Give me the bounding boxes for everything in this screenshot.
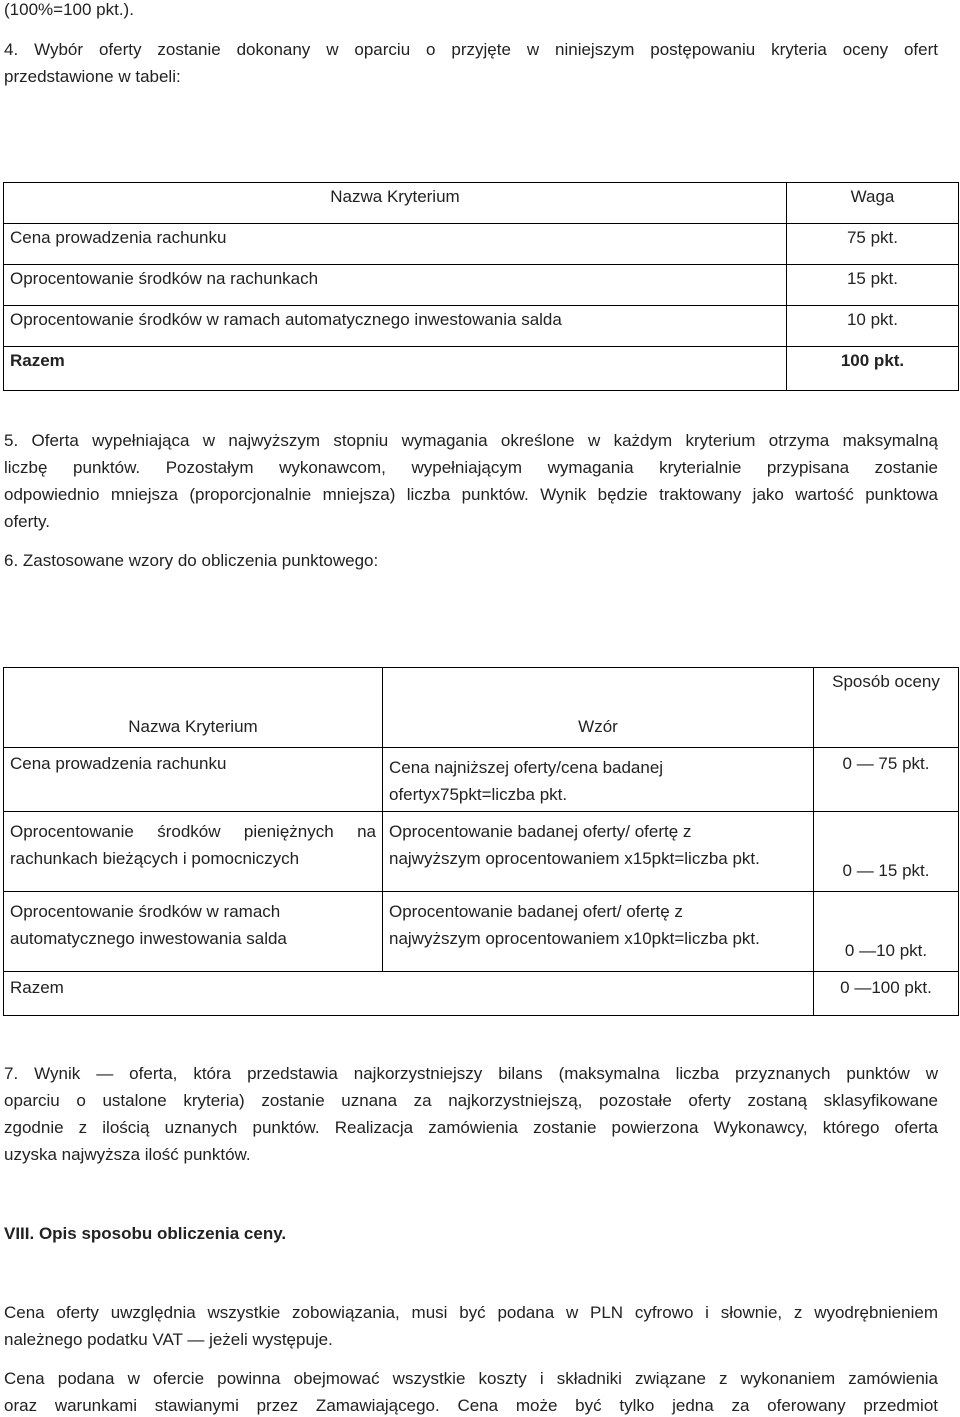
para1-line1: Cena oferty uwzględnia wszystkie zobowiązania, musi być podana w PLN cyfrowo i słownie, z wyodrębnieniem bbox=[4, 1303, 938, 1322]
table-row bbox=[4, 892, 959, 972]
point5-line4: oferty. bbox=[4, 512, 50, 531]
table-row bbox=[4, 306, 959, 347]
total-weight: 100 pkt. bbox=[787, 347, 959, 391]
formula-line1: Cena najniższej oferty/cena badanej bbox=[389, 758, 664, 777]
criterion-name-line1: Cena prowadzenia rachunku bbox=[10, 754, 227, 773]
point7-line2: oparciu o ustalone kryteria) zostanie uznana za najkorzystniejszą, pozostałe oferty zostaną sklasyfikowane bbox=[4, 1091, 938, 1110]
para2-line2: oraz warunkami stawianymi przez Zamawiającego. Cena może być tylko jedna za oferowany przedmiot bbox=[4, 1396, 938, 1415]
criterion-weight: 75 pkt. bbox=[787, 224, 959, 265]
criterion-name-line1: Oprocentowanie środków w ramach bbox=[10, 902, 281, 921]
table-header-row bbox=[4, 668, 959, 748]
table-total-row bbox=[4, 347, 959, 391]
formula-line2: najwyższym oprocentowaniem x15pkt=liczba pkt. bbox=[389, 849, 760, 868]
criterion-name-line1: Oprocentowanie środków pieniężnych na bbox=[10, 822, 376, 841]
formula-line1: Oprocentowanie badanej oferty/ ofertę z bbox=[389, 822, 692, 841]
point5-line3: odpowiednio mniejsza (proporcjonalnie mniejsza) liczba punktów. Wynik będzie traktowany jako wartość punktowa bbox=[4, 485, 938, 504]
total-label: Razem bbox=[4, 347, 787, 391]
table-header-row bbox=[4, 183, 959, 224]
header-weight: Waga bbox=[787, 183, 959, 224]
table-row bbox=[4, 748, 959, 812]
section-heading: VIII. Opis sposobu obliczenia ceny. bbox=[4, 1224, 287, 1243]
para1-line2: należnego podatku VAT — jeżeli występuje. bbox=[4, 1330, 333, 1349]
table-row bbox=[4, 265, 959, 306]
criterion-score: 0 —10 pkt. bbox=[814, 892, 959, 972]
para2-line1: Cena podana w ofercie powinna obejmować wszystkie koszty i składniki związane z wykonaniem zamówienia bbox=[4, 1369, 938, 1388]
criterion-name: Cena prowadzenia rachunku bbox=[4, 224, 787, 265]
point4-line2: przedstawione w tabeli: bbox=[4, 67, 181, 86]
header-name: Nazwa Kryterium bbox=[4, 183, 787, 224]
formula-line2: ofertyx75pkt=liczba pkt. bbox=[389, 785, 568, 804]
criterion-name bbox=[4, 748, 383, 812]
table-row bbox=[4, 224, 959, 265]
point4-line1: 4. Wybór oferty zostanie dokonany w oparciu o przyjęte w niniejszym postępowaniu kryteria oceny ofert bbox=[4, 40, 938, 59]
point5-line2: liczbę punktów. Pozostałym wykonawcom, wypełniającym wymagania kryterialnie przypisana zostanie bbox=[4, 458, 938, 477]
table-row bbox=[4, 812, 959, 892]
header-method: Sposób oceny bbox=[814, 668, 959, 748]
header-name: Nazwa Kryterium bbox=[4, 668, 383, 748]
formula-line1: Oprocentowanie badanej ofert/ ofertę z bbox=[389, 902, 683, 921]
point7-line4: uzyska najwyższa ilość punktów. bbox=[4, 1145, 251, 1164]
criteria-weight-table bbox=[3, 182, 959, 391]
scoring-formula-table bbox=[3, 667, 959, 1016]
criterion-name-line2: automatycznego inwestowania salda bbox=[10, 929, 287, 948]
point6: 6. Zastosowane wzory do obliczenia punktowego: bbox=[4, 551, 379, 570]
criterion-name bbox=[4, 892, 383, 972]
criterion-score: 0 — 15 pkt. bbox=[814, 812, 959, 892]
point5-line1: 5. Oferta wypełniająca w najwyższym stopniu wymagania określone w każdym kryterium otrzyma maksymalną bbox=[4, 431, 938, 450]
intro-fragment: (100%=100 pkt.). bbox=[4, 0, 134, 19]
point7-line3: zgodnie z ilością uznanych punktów. Realizacja zamówienia zostanie powierzona Wykonawcy, którego oferta bbox=[4, 1118, 938, 1137]
criterion-formula bbox=[383, 892, 814, 972]
criterion-name bbox=[4, 812, 383, 892]
criterion-formula bbox=[383, 812, 814, 892]
criterion-score: 0 — 75 pkt. bbox=[814, 748, 959, 812]
criterion-name-line2: rachunkach bieżących i pomocniczych bbox=[10, 849, 300, 868]
table-total-row bbox=[4, 972, 959, 1016]
formula-line2: najwyższym oprocentowaniem x10pkt=liczba pkt. bbox=[389, 929, 760, 948]
criterion-weight: 15 pkt. bbox=[787, 265, 959, 306]
point7-line1: 7. Wynik — oferta, która przedstawia najkorzystniejszy bilans (maksymalna liczba przyznanych punktów w bbox=[4, 1064, 938, 1083]
total-score: 0 —100 pkt. bbox=[814, 972, 959, 1016]
criterion-weight: 10 pkt. bbox=[787, 306, 959, 347]
criterion-formula bbox=[383, 748, 814, 812]
criterion-name: Oprocentowanie środków na rachunkach bbox=[4, 265, 787, 306]
header-formula: Wzór bbox=[383, 668, 814, 748]
criterion-name: Oprocentowanie środków w ramach automatycznego inwestowania salda bbox=[4, 306, 787, 347]
total-label: Razem bbox=[4, 972, 814, 1016]
